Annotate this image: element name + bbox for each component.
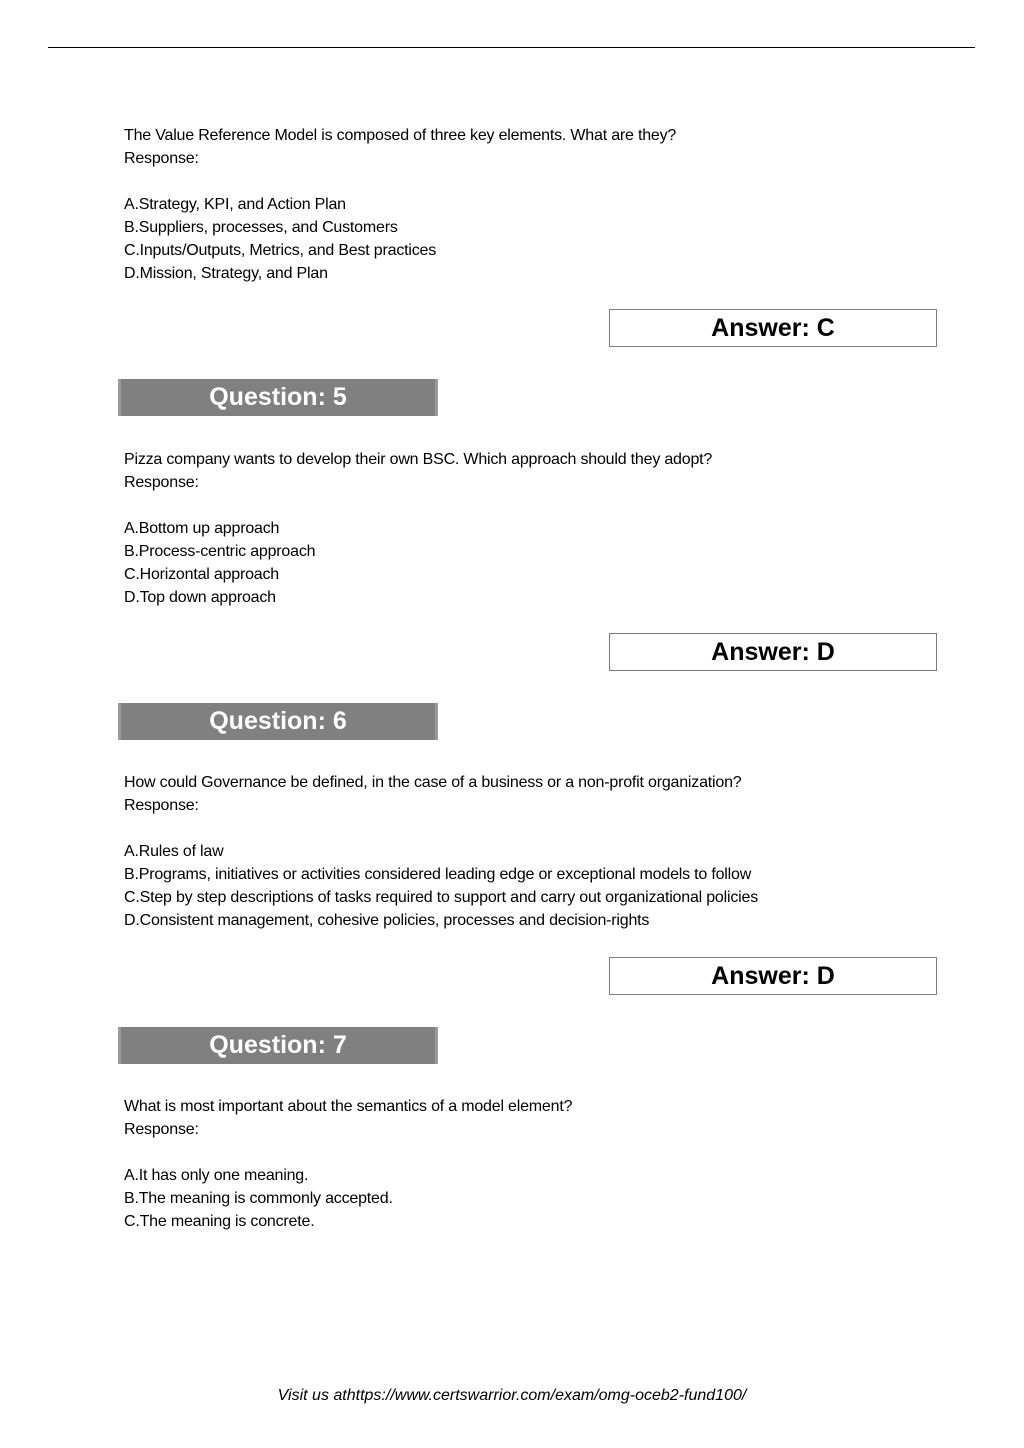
question-header: Question: 6 (118, 703, 438, 740)
question-prompt: Pizza company wants to develop their own BSC. Which approach should they adopt? (124, 451, 713, 468)
answer-box: Answer: D (609, 633, 937, 671)
option-b: B.Suppliers, processes, and Customers (124, 219, 398, 236)
question-5-body (124, 448, 712, 609)
answer-box: Answer: D (609, 957, 937, 995)
response-label: Response: (124, 474, 199, 491)
option-b: B.Programs, initiatives or activities considered leading edge or exceptional models to follow (124, 866, 752, 883)
option-c: C.Inputs/Outputs, Metrics, and Best practices (124, 242, 437, 259)
question-prompt: What is most important about the semantics of a model element? (124, 1098, 573, 1115)
option-c: C.Step by step descriptions of tasks required to support and carry out organizational policies (124, 889, 758, 906)
option-d: D.Top down approach (124, 589, 276, 606)
question-7-body (124, 1095, 572, 1233)
option-d: D.Mission, Strategy, and Plan (124, 265, 328, 282)
option-a: A.Strategy, KPI, and Action Plan (124, 196, 346, 213)
option-a: A.Bottom up approach (124, 520, 280, 537)
option-c: C.The meaning is concrete. (124, 1213, 315, 1230)
question-6-body (124, 771, 758, 932)
option-b: B.Process-centric approach (124, 543, 316, 560)
response-label: Response: (124, 150, 199, 167)
question-prompt: The Value Reference Model is composed of three key elements. What are they? (124, 127, 677, 144)
question-header: Question: 5 (118, 379, 438, 416)
option-b: B.The meaning is commonly accepted. (124, 1190, 393, 1207)
option-d: D.Consistent management, cohesive policies, processes and decision-rights (124, 912, 650, 929)
question-4-body (124, 124, 676, 285)
top-divider (48, 47, 975, 48)
option-a: A.Rules of law (124, 843, 224, 860)
question-header: Question: 7 (118, 1027, 438, 1064)
question-prompt: How could Governance be defined, in the case of a business or a non-profit organization? (124, 774, 742, 791)
option-c: C.Horizontal approach (124, 566, 279, 583)
answer-box: Answer: C (609, 309, 937, 347)
response-label: Response: (124, 797, 199, 814)
option-a: A.It has only one meaning. (124, 1167, 309, 1184)
response-label: Response: (124, 1121, 199, 1138)
footer-link[interactable]: Visit us athttps://www.certswarrior.com/exam/omg-oceb2-fund100/ (277, 1387, 747, 1404)
